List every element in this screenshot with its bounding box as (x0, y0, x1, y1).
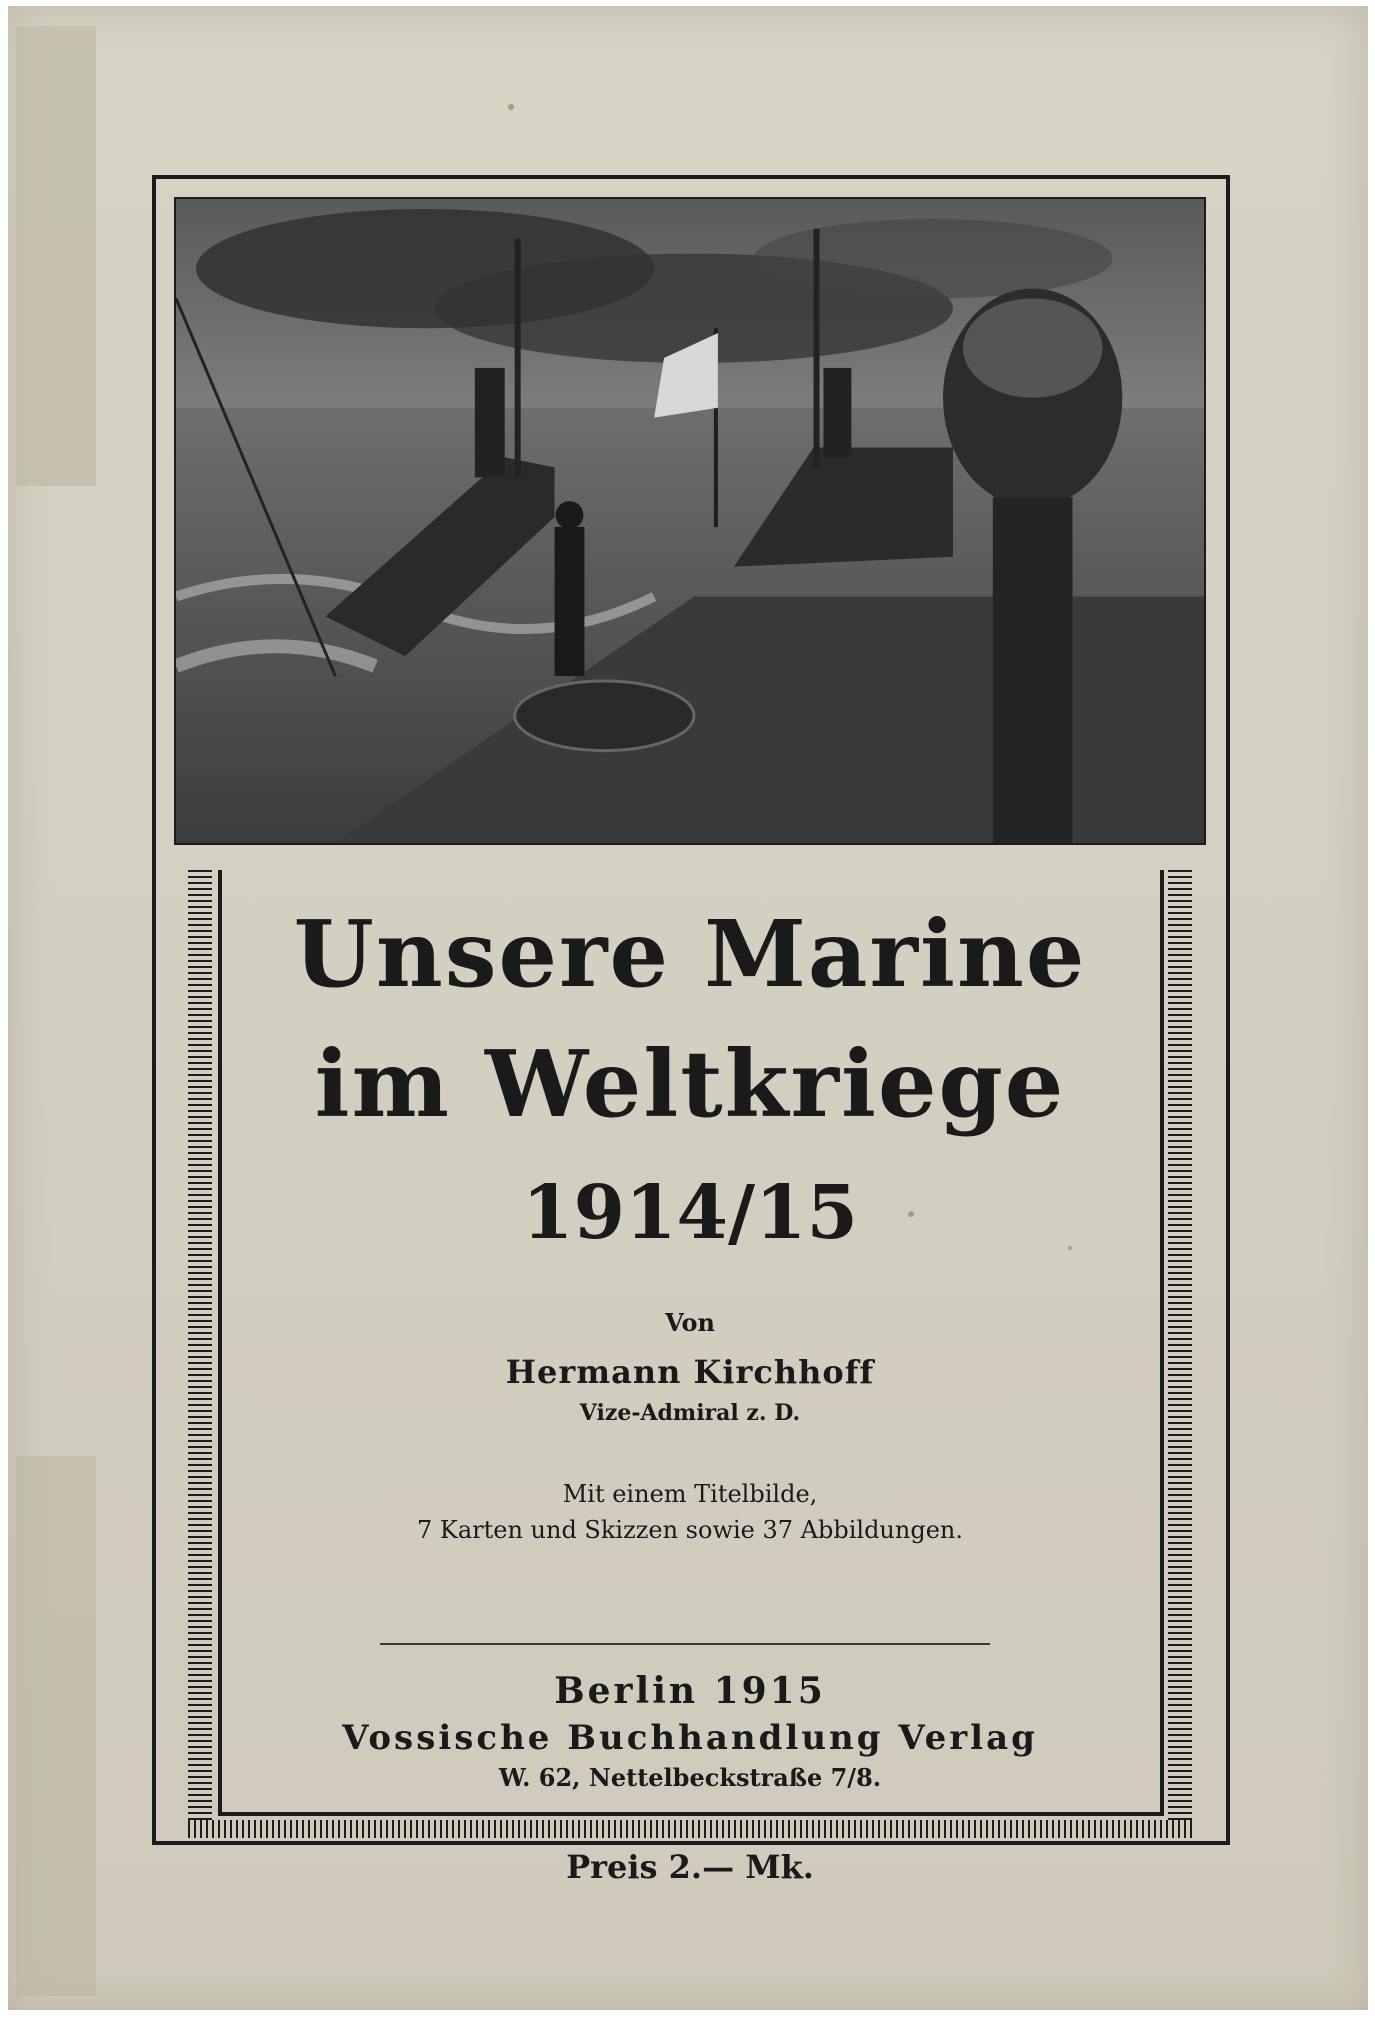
author-rank: Vize-Admiral z. D. (579, 1400, 801, 1426)
divider-rule (380, 1643, 990, 1645)
publication-city-year: Berlin 1915 (554, 1670, 826, 1712)
cover-photo-warships (174, 197, 1206, 845)
title-years: 1914/15 (522, 1170, 858, 1256)
spine-tape-bottom (16, 1456, 96, 1996)
publisher-address: W. 62, Nettelbeckstraße 7/8. (498, 1763, 882, 1792)
author-name: Hermann Kirchhoff (505, 1353, 875, 1391)
paper-speck (508, 104, 514, 110)
bottom-ornament-border (188, 1820, 1192, 1838)
by-label: Von (665, 1308, 715, 1337)
publisher-name: Vossische Buchhandlung Verlag (342, 1718, 1038, 1758)
spine-tape-top (16, 26, 96, 486)
price-label: Preis 2.— Mk. (566, 1848, 814, 1886)
illustrations-line-1: Mit einem Titelbilde, (562, 1480, 818, 1508)
inner-frame-bottom (218, 1812, 1164, 1816)
warship-engraving-illustration (176, 199, 1204, 843)
title-line-2: im Weltkriege (314, 1030, 1066, 1138)
illustrations-line-2: 7 Karten und Skizzen sowie 37 Abbildungen. (416, 1516, 963, 1544)
title-line-1: Unsere Marine (293, 900, 1087, 1008)
